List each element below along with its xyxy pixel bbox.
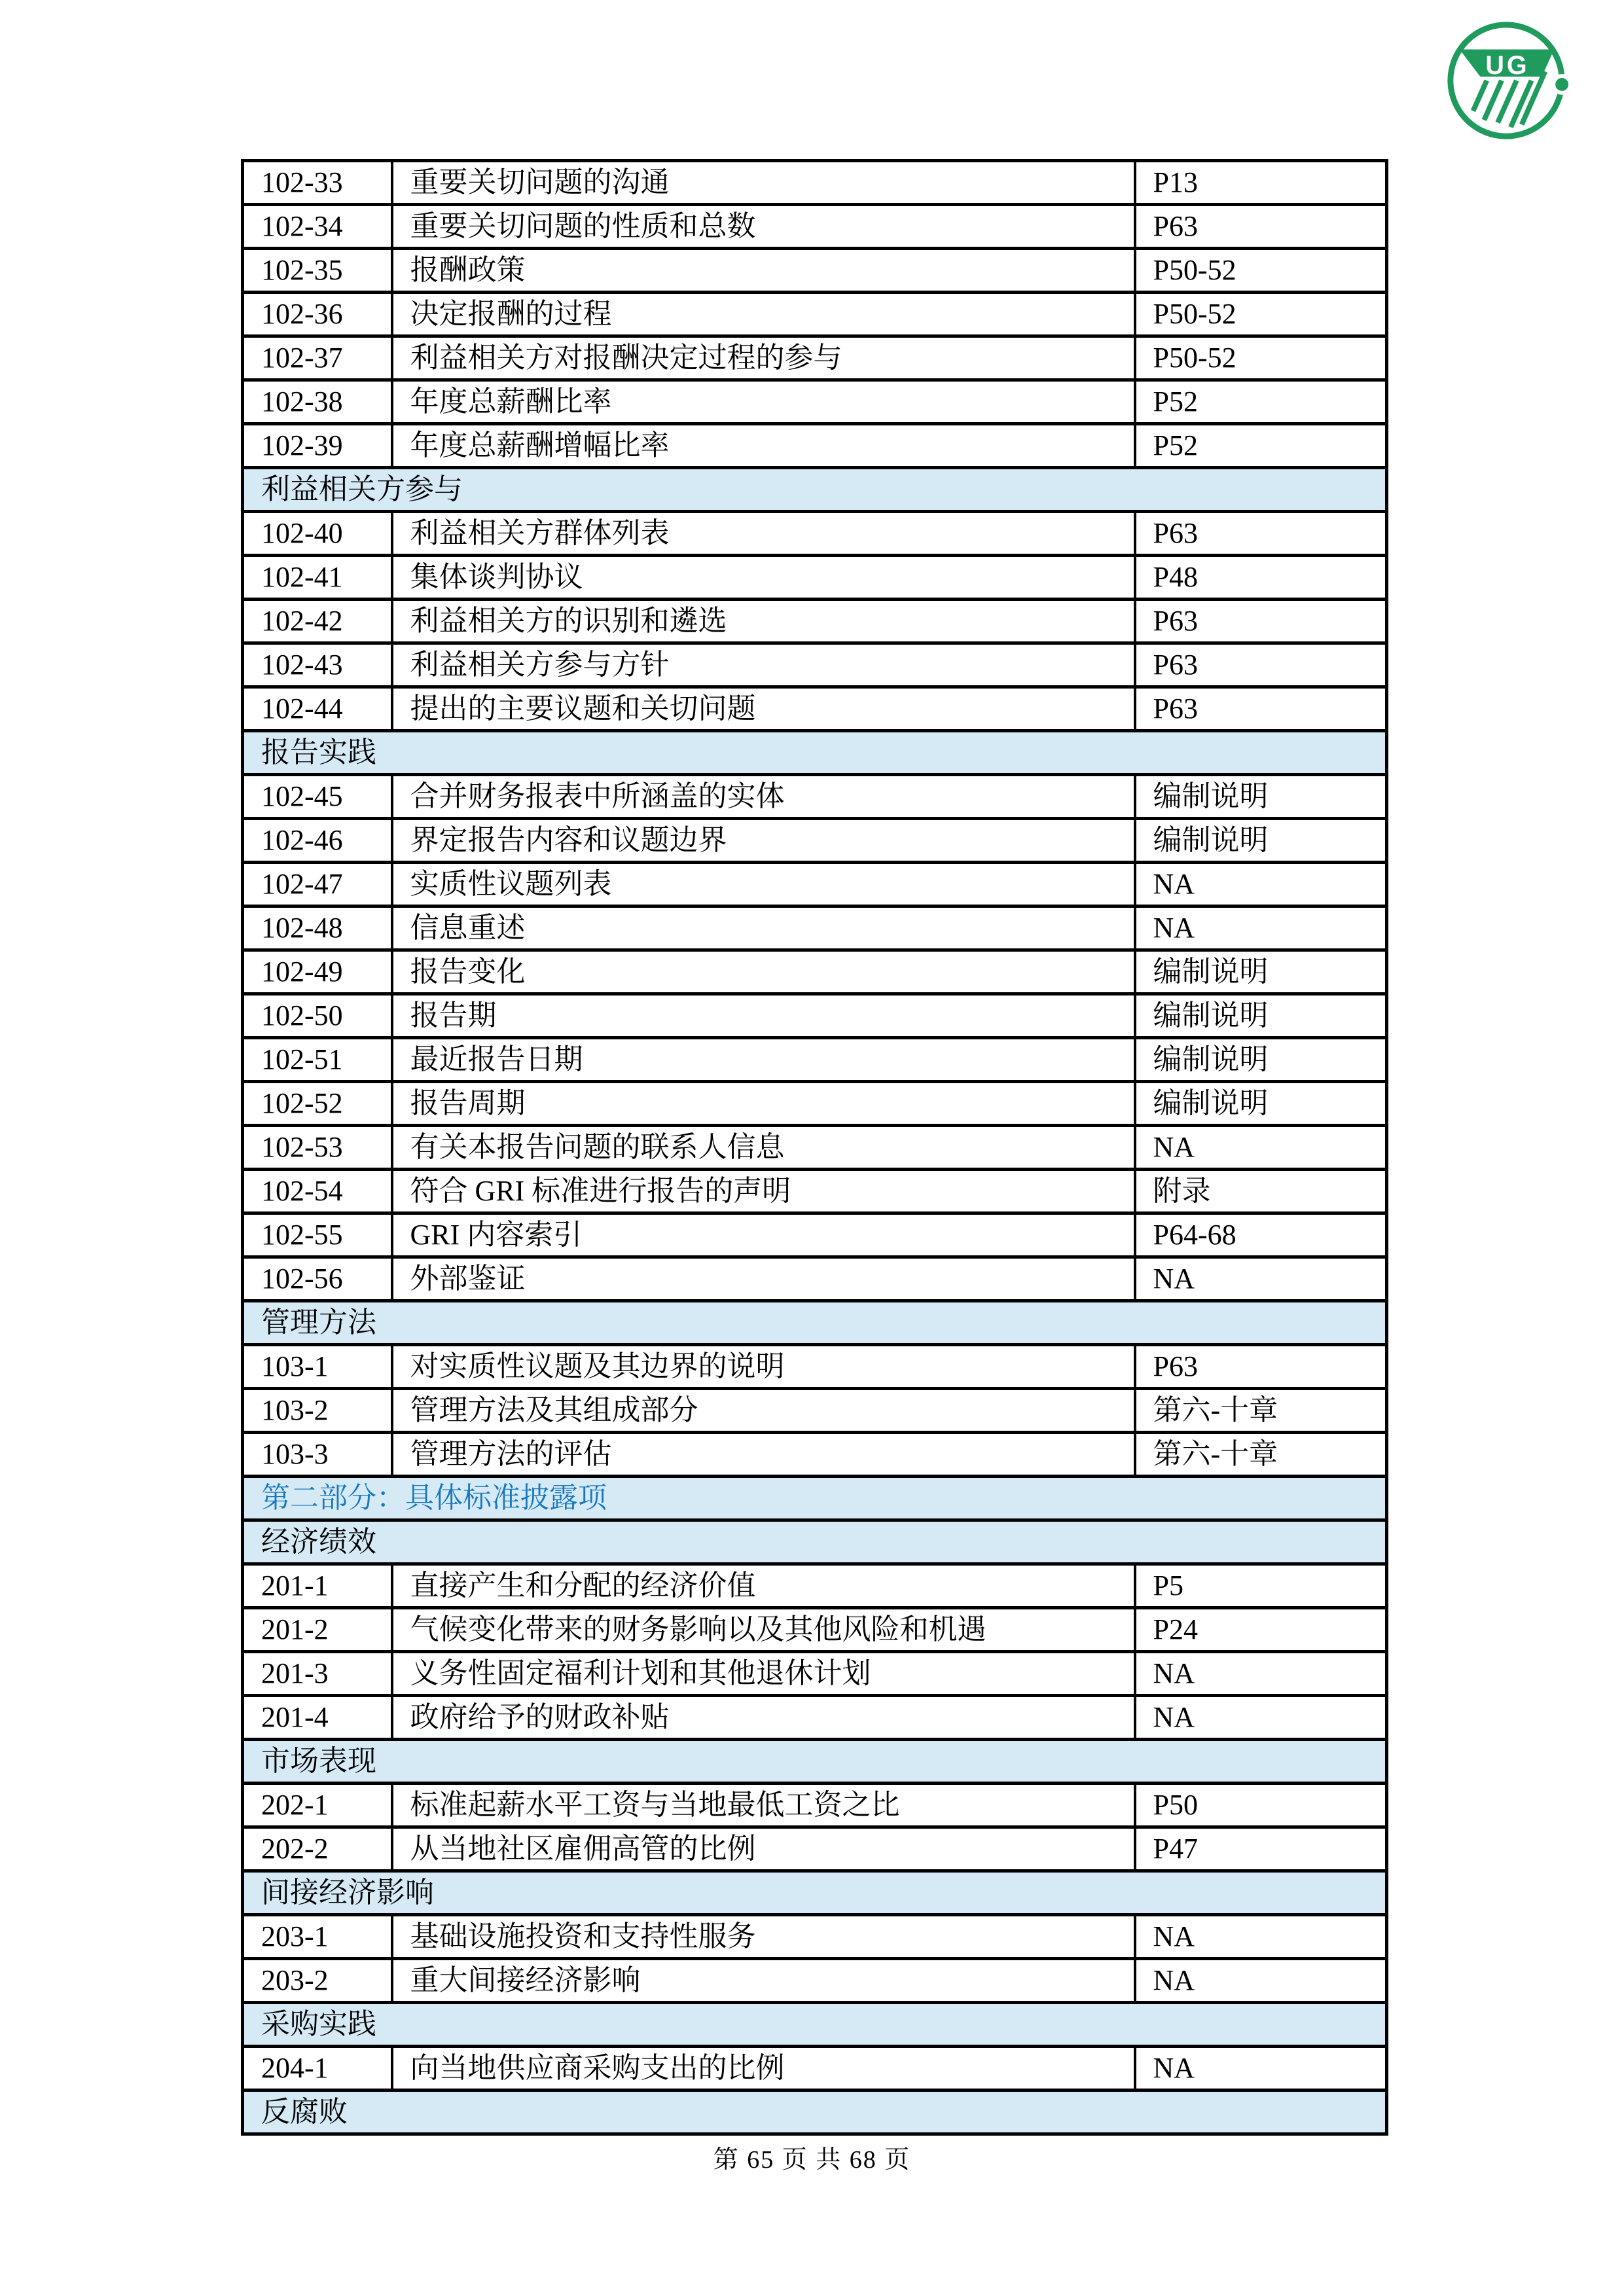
code-cell: 102-36 bbox=[243, 293, 392, 336]
page-cell: 第六-十章 bbox=[1135, 1389, 1387, 1433]
code-cell: 102-33 bbox=[243, 161, 392, 205]
title-cell: 年度总薪酬增幅比率 bbox=[392, 424, 1135, 468]
title-cell: 基础设施投资和支持性服务 bbox=[392, 1915, 1135, 1959]
page-cell: P50-52 bbox=[1135, 293, 1387, 336]
code-cell: 202-1 bbox=[243, 1784, 392, 1827]
page-footer: 第 65 页 共 68 页 bbox=[713, 2146, 911, 2174]
title-cell: 实质性议题列表 bbox=[392, 863, 1135, 906]
page-cell: 编制说明 bbox=[1135, 1082, 1387, 1126]
code-cell: 102-40 bbox=[243, 512, 392, 556]
code-cell: 102-56 bbox=[243, 1257, 392, 1301]
code-cell: 102-48 bbox=[243, 906, 392, 950]
page-cell: P52 bbox=[1135, 424, 1387, 468]
section-row bbox=[243, 1740, 1387, 1784]
code-cell: 103-1 bbox=[243, 1345, 392, 1389]
section-row bbox=[243, 731, 1387, 775]
table-row bbox=[243, 336, 1387, 380]
title-cell: 最近报告日期 bbox=[392, 1038, 1135, 1082]
ug-logo bbox=[1441, 17, 1571, 147]
section-label: 第二部分：具体标准披露项 bbox=[243, 1477, 1387, 1520]
code-cell: 203-2 bbox=[243, 1959, 392, 2003]
table-row bbox=[243, 1038, 1387, 1082]
page-cell: P50 bbox=[1135, 1784, 1387, 1827]
title-cell: 管理方法及其组成部分 bbox=[392, 1389, 1135, 1433]
title-cell: 利益相关方的识别和遴选 bbox=[392, 600, 1135, 643]
page-cell: NA bbox=[1135, 906, 1387, 950]
title-cell: 报告变化 bbox=[392, 950, 1135, 994]
section-label: 管理方法 bbox=[243, 1301, 1387, 1345]
page-cell: NA bbox=[1135, 1696, 1387, 1740]
page-cell: NA bbox=[1135, 863, 1387, 906]
table-row bbox=[243, 512, 1387, 556]
page-cell: P63 bbox=[1135, 687, 1387, 731]
title-cell: 报告期 bbox=[392, 994, 1135, 1038]
page-cell: P64-68 bbox=[1135, 1213, 1387, 1257]
page-cell: 第六-十章 bbox=[1135, 1433, 1387, 1477]
page-cell: NA bbox=[1135, 1126, 1387, 1170]
table-row bbox=[243, 1126, 1387, 1170]
title-cell: 利益相关方参与方针 bbox=[392, 643, 1135, 687]
table-row bbox=[243, 1564, 1387, 1608]
code-cell: 103-2 bbox=[243, 1389, 392, 1433]
code-cell: 201-1 bbox=[243, 1564, 392, 1608]
title-cell: 信息重述 bbox=[392, 906, 1135, 950]
code-cell: 102-46 bbox=[243, 819, 392, 863]
section-row bbox=[243, 1477, 1387, 1520]
page-cell: P13 bbox=[1135, 161, 1387, 205]
code-cell: 102-34 bbox=[243, 205, 392, 249]
code-cell: 102-44 bbox=[243, 687, 392, 731]
page-cell: P63 bbox=[1135, 512, 1387, 556]
section-label: 利益相关方参与 bbox=[243, 468, 1387, 512]
logo-orbit-dot bbox=[1553, 76, 1570, 93]
title-cell: GRI 内容索引 bbox=[392, 1213, 1135, 1257]
page-cell: P50-52 bbox=[1135, 249, 1387, 293]
code-cell: 102-52 bbox=[243, 1082, 392, 1126]
table-row bbox=[243, 643, 1387, 687]
code-cell: 102-38 bbox=[243, 380, 392, 424]
title-cell: 对实质性议题及其边界的说明 bbox=[392, 1345, 1135, 1389]
page-cell: P52 bbox=[1135, 380, 1387, 424]
table-row bbox=[243, 1652, 1387, 1696]
page-cell: 编制说明 bbox=[1135, 950, 1387, 994]
page-cell: 编制说明 bbox=[1135, 775, 1387, 819]
code-cell: 201-4 bbox=[243, 1696, 392, 1740]
code-cell: 102-51 bbox=[243, 1038, 392, 1082]
title-cell: 气候变化带来的财务影响以及其他风险和机遇 bbox=[392, 1608, 1135, 1652]
page-cell: 编制说明 bbox=[1135, 1038, 1387, 1082]
table-row bbox=[243, 380, 1387, 424]
section-label: 市场表现 bbox=[243, 1740, 1387, 1784]
code-cell: 201-2 bbox=[243, 1608, 392, 1652]
table-row bbox=[243, 863, 1387, 906]
code-cell: 102-39 bbox=[243, 424, 392, 468]
code-cell: 102-47 bbox=[243, 863, 392, 906]
title-cell: 界定报告内容和议题边界 bbox=[392, 819, 1135, 863]
title-cell: 决定报酬的过程 bbox=[392, 293, 1135, 336]
title-cell: 外部鉴证 bbox=[392, 1257, 1135, 1301]
table-row bbox=[243, 994, 1387, 1038]
page-cell: P50-52 bbox=[1135, 336, 1387, 380]
title-cell: 重大间接经济影响 bbox=[392, 1959, 1135, 2003]
table-row bbox=[243, 819, 1387, 863]
code-cell: 102-45 bbox=[243, 775, 392, 819]
table-row bbox=[243, 293, 1387, 336]
code-cell: 102-53 bbox=[243, 1126, 392, 1170]
title-cell: 报告周期 bbox=[392, 1082, 1135, 1126]
table-row bbox=[243, 161, 1387, 205]
table-row bbox=[243, 249, 1387, 293]
logo-ring bbox=[1451, 25, 1562, 136]
section-label: 间接经济影响 bbox=[243, 1871, 1387, 1915]
table-row bbox=[243, 600, 1387, 643]
page-cell: 编制说明 bbox=[1135, 819, 1387, 863]
section-label: 报告实践 bbox=[243, 731, 1387, 775]
page-cell: P24 bbox=[1135, 1608, 1387, 1652]
table-row bbox=[243, 1915, 1387, 1959]
title-cell: 合并财务报表中所涵盖的实体 bbox=[392, 775, 1135, 819]
page-cell: NA bbox=[1135, 1257, 1387, 1301]
title-cell: 集体谈判协议 bbox=[392, 556, 1135, 600]
gri-content-index bbox=[241, 159, 1388, 2136]
table-body bbox=[243, 161, 1387, 2134]
logo-text: UG bbox=[1485, 51, 1530, 81]
page-cell: NA bbox=[1135, 1915, 1387, 1959]
table-row bbox=[243, 775, 1387, 819]
page-cell: P63 bbox=[1135, 600, 1387, 643]
title-cell: 向当地供应商采购支出的比例 bbox=[392, 2047, 1135, 2090]
table-row bbox=[243, 1257, 1387, 1301]
table-row bbox=[243, 205, 1387, 249]
title-cell: 有关本报告问题的联系人信息 bbox=[392, 1126, 1135, 1170]
section-label: 反腐败 bbox=[243, 2090, 1387, 2134]
title-cell: 利益相关方对报酬决定过程的参与 bbox=[392, 336, 1135, 380]
code-cell: 102-55 bbox=[243, 1213, 392, 1257]
table-row bbox=[243, 1082, 1387, 1126]
title-cell: 政府给予的财政补贴 bbox=[392, 1696, 1135, 1740]
title-cell: 标准起薪水平工资与当地最低工资之比 bbox=[392, 1784, 1135, 1827]
page-cell: P63 bbox=[1135, 643, 1387, 687]
code-cell: 102-35 bbox=[243, 249, 392, 293]
table-row bbox=[243, 1345, 1387, 1389]
page-cell: NA bbox=[1135, 1652, 1387, 1696]
table-row bbox=[243, 556, 1387, 600]
title-cell: 年度总薪酬比率 bbox=[392, 380, 1135, 424]
table-row bbox=[243, 1827, 1387, 1871]
page-cell: P63 bbox=[1135, 205, 1387, 249]
table-row bbox=[243, 1170, 1387, 1213]
title-cell: 提出的主要议题和关切问题 bbox=[392, 687, 1135, 731]
code-cell: 102-50 bbox=[243, 994, 392, 1038]
table-row bbox=[243, 687, 1387, 731]
page-cell: P47 bbox=[1135, 1827, 1387, 1871]
title-cell: 报酬政策 bbox=[392, 249, 1135, 293]
page-cell: NA bbox=[1135, 2047, 1387, 2090]
section-row bbox=[243, 1871, 1387, 1915]
page-cell: P48 bbox=[1135, 556, 1387, 600]
title-cell: 符合 GRI 标准进行报告的声明 bbox=[392, 1170, 1135, 1213]
table-row bbox=[243, 1213, 1387, 1257]
title-cell: 利益相关方群体列表 bbox=[392, 512, 1135, 556]
page-cell: NA bbox=[1135, 1959, 1387, 2003]
table-row bbox=[243, 1959, 1387, 2003]
code-cell: 103-3 bbox=[243, 1433, 392, 1477]
code-cell: 203-1 bbox=[243, 1915, 392, 1959]
table-row bbox=[243, 1784, 1387, 1827]
table-row bbox=[243, 950, 1387, 994]
code-cell: 102-37 bbox=[243, 336, 392, 380]
code-cell: 102-43 bbox=[243, 643, 392, 687]
page-cell: 附录 bbox=[1135, 1170, 1387, 1213]
section-label: 经济绩效 bbox=[243, 1520, 1387, 1564]
table-row bbox=[243, 424, 1387, 468]
page-cell: P5 bbox=[1135, 1564, 1387, 1608]
code-cell: 102-41 bbox=[243, 556, 392, 600]
page-cell: P63 bbox=[1135, 1345, 1387, 1389]
code-cell: 102-49 bbox=[243, 950, 392, 994]
code-cell: 102-54 bbox=[243, 1170, 392, 1213]
code-cell: 201-3 bbox=[243, 1652, 392, 1696]
section-row bbox=[243, 2090, 1387, 2134]
title-cell: 重要关切问题的沟通 bbox=[392, 161, 1135, 205]
section-label: 采购实践 bbox=[243, 2003, 1387, 2047]
title-cell: 管理方法的评估 bbox=[392, 1433, 1135, 1477]
page-cell: 编制说明 bbox=[1135, 994, 1387, 1038]
title-cell: 重要关切问题的性质和总数 bbox=[392, 205, 1135, 249]
section-row bbox=[243, 468, 1387, 512]
table-row bbox=[243, 1433, 1387, 1477]
table-row bbox=[243, 906, 1387, 950]
gri-content-index-table bbox=[241, 159, 1388, 2136]
table-row bbox=[243, 1389, 1387, 1433]
table-row bbox=[243, 2047, 1387, 2090]
title-cell: 从当地社区雇佣高管的比例 bbox=[392, 1827, 1135, 1871]
code-cell: 202-2 bbox=[243, 1827, 392, 1871]
section-row bbox=[243, 2003, 1387, 2047]
table-row bbox=[243, 1608, 1387, 1652]
table-row bbox=[243, 1696, 1387, 1740]
code-cell: 102-42 bbox=[243, 600, 392, 643]
code-cell: 204-1 bbox=[243, 2047, 392, 2090]
title-cell: 直接产生和分配的经济价值 bbox=[392, 1564, 1135, 1608]
section-row bbox=[243, 1520, 1387, 1564]
title-cell: 义务性固定福利计划和其他退休计划 bbox=[392, 1652, 1135, 1696]
section-row bbox=[243, 1301, 1387, 1345]
